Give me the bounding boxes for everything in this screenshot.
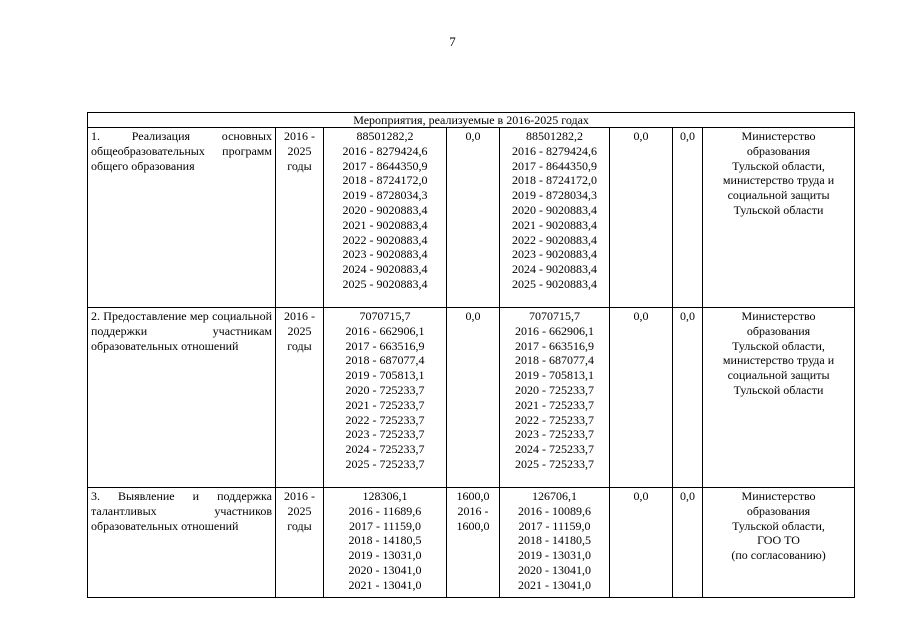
regional-line: 2016 - 10089,6 (518, 503, 591, 518)
executor-cell (703, 308, 855, 488)
page-number: 7 (449, 34, 456, 49)
period-line: годы (287, 158, 312, 173)
executor-line: министерство труда и (722, 173, 835, 188)
regional-line: 7070715,7 (529, 309, 580, 323)
municipal-funding-cell: 0,0 (610, 488, 673, 598)
executor-cell (703, 128, 855, 308)
period-cell (276, 128, 324, 308)
regional-line: 2020 - 13041,0 (518, 562, 591, 577)
executor-line: Тульской области (733, 202, 824, 217)
executor-line: Тульской области, (732, 338, 825, 353)
total-line: 7070715,7 (359, 309, 411, 323)
total-line: 2017 - 8644350,9 (342, 158, 428, 173)
executor-line: (по согласованию) (731, 548, 826, 563)
executor-line: министерство труда и (722, 353, 835, 368)
regional-line: 2023 - 725233,7 (515, 427, 594, 442)
municipal-funding-cell: 0,0 (610, 128, 673, 308)
total-funding-cell (324, 308, 447, 488)
total-line: 2018 - 687077,4 (345, 353, 425, 368)
regional-line: 126706,1 (532, 489, 577, 503)
table-row (88, 488, 855, 598)
regional-line: 2017 - 11159,0 (518, 518, 591, 533)
total-line: 2023 - 725233,7 (345, 427, 425, 442)
regional-line: 2022 - 9020883,4 (512, 232, 597, 247)
executor-line: Тульской области, (732, 158, 825, 173)
regional-line: 2024 - 725233,7 (515, 442, 594, 457)
executor-line: Тульской области, (732, 518, 825, 533)
regional-line: 2021 - 725233,7 (515, 397, 594, 412)
total-funding-cell (324, 128, 447, 308)
regional-line: 2018 - 14180,5 (518, 533, 591, 548)
regional-line: 2020 - 725233,7 (515, 382, 594, 397)
section-title-row (88, 113, 855, 128)
regional-line: 2018 - 8724172,0 (512, 173, 597, 188)
regional-line: 2017 - 663516,9 (515, 338, 594, 353)
regional-line: 2024 - 9020883,4 (512, 262, 597, 277)
table-row (88, 128, 855, 308)
executor-line: Министерство (741, 309, 816, 323)
regional-line: 2023 - 9020883,4 (512, 247, 597, 262)
regional-line: 2021 - 9020883,4 (512, 217, 597, 232)
regional-funding-cell (500, 128, 610, 308)
period-cell (276, 308, 324, 488)
total-line: 2017 - 663516,9 (345, 338, 425, 353)
total-line: 2018 - 14180,5 (348, 533, 422, 548)
federal-funding-cell (447, 128, 500, 308)
regional-line: 2017 - 8644350,9 (512, 158, 597, 173)
total-line: 128306,1 (362, 489, 408, 503)
total-line: 2018 - 8724172,0 (342, 173, 428, 188)
total-line: 2016 - 11689,6 (348, 503, 422, 518)
period-line: 2016 - (284, 309, 315, 323)
total-line: 2025 - 725233,7 (345, 456, 425, 471)
total-line: 2016 - 662906,1 (345, 323, 425, 338)
total-line: 2024 - 9020883,4 (342, 262, 428, 277)
period-cell (276, 488, 324, 598)
executor-line: Министерство (741, 129, 816, 143)
period-line: 2016 - (284, 489, 315, 503)
regional-line: 2025 - 725233,7 (515, 456, 594, 471)
regional-line: 2019 - 13031,0 (518, 548, 591, 563)
activity-name: 2. Предоставление мер социальной поддержки участникам образовательных отношений (88, 308, 276, 488)
regional-line: 2022 - 725233,7 (515, 412, 594, 427)
total-line: 2019 - 13031,0 (348, 548, 422, 563)
federal-line: 1600,0 (456, 489, 490, 503)
total-line: 88501282,2 (356, 129, 414, 143)
regional-line: 2020 - 9020883,4 (512, 202, 597, 217)
total-line: 2025 - 9020883,4 (342, 276, 428, 291)
total-line: 2017 - 11159,0 (348, 518, 422, 533)
federal-funding-cell (447, 308, 500, 488)
total-line: 2023 - 9020883,4 (342, 247, 428, 262)
total-line: 2022 - 725233,7 (345, 412, 425, 427)
executor-line: образования (746, 503, 811, 518)
period-line: 2025 (287, 143, 312, 158)
federal-line: 0,0 (465, 309, 481, 323)
total-line: 2020 - 9020883,4 (342, 202, 428, 217)
executor-cell (703, 488, 855, 598)
regional-funding-cell (500, 488, 610, 598)
executor-line: социальной защиты (727, 188, 830, 203)
total-line: 2024 - 725233,7 (345, 442, 425, 457)
period-line: годы (287, 518, 312, 533)
federal-funding-cell (447, 488, 500, 598)
regional-line: 88501282,2 (526, 129, 583, 143)
regional-line: 2021 - 13041,0 (518, 577, 591, 592)
total-line: 2022 - 9020883,4 (342, 232, 428, 247)
period-line: 2025 (287, 323, 312, 338)
executor-line: образования (746, 323, 811, 338)
period-line: 2025 (287, 503, 312, 518)
regional-line: 2019 - 8728034,3 (512, 188, 597, 203)
total-line: 2020 - 725233,7 (345, 382, 425, 397)
total-line: 2019 - 8728034,3 (342, 188, 428, 203)
federal-line: 0,0 (465, 129, 481, 143)
regional-line: 2018 - 687077,4 (515, 353, 594, 368)
regional-funding-cell (500, 308, 610, 488)
regional-line: 2016 - 8279424,6 (512, 143, 597, 158)
section-title: Мероприятия, реализуемые в 2016-2025 годах (88, 113, 855, 128)
total-line: 2020 - 13041,0 (348, 562, 422, 577)
activity-name: 3. Выявление и поддержка талантливых участников образовательных отношений (88, 488, 276, 598)
regional-line: 2025 - 9020883,4 (512, 276, 597, 291)
total-line: 2021 - 13041,0 (348, 577, 422, 592)
executor-line: ГОО ТО (757, 533, 800, 548)
extrabudget-funding-cell: 0,0 (673, 128, 703, 308)
period-line: 2016 - (284, 129, 315, 143)
executor-line: социальной защиты (727, 368, 830, 383)
executor-line: Тульской области (733, 382, 824, 397)
federal-line: 1600,0 (456, 518, 490, 533)
extrabudget-funding-cell: 0,0 (673, 308, 703, 488)
executor-line: Министерство (741, 489, 816, 503)
extrabudget-funding-cell: 0,0 (673, 488, 703, 598)
total-line: 2021 - 9020883,4 (342, 217, 428, 232)
executor-line: образования (746, 143, 811, 158)
regional-line: 2016 - 662906,1 (515, 323, 594, 338)
total-funding-cell (324, 488, 447, 598)
municipal-funding-cell: 0,0 (610, 308, 673, 488)
activities-table (87, 112, 855, 598)
regional-line: 2019 - 705813,1 (515, 368, 594, 383)
federal-line: 2016 - (457, 503, 489, 518)
total-line: 2016 - 8279424,6 (342, 143, 428, 158)
table-row (88, 308, 855, 488)
activity-name: 1. Реализация основных общеобразовательных программ общего образования (88, 128, 276, 308)
period-line: годы (287, 338, 312, 353)
total-line: 2019 - 705813,1 (345, 368, 425, 383)
total-line: 2021 - 725233,7 (345, 397, 425, 412)
